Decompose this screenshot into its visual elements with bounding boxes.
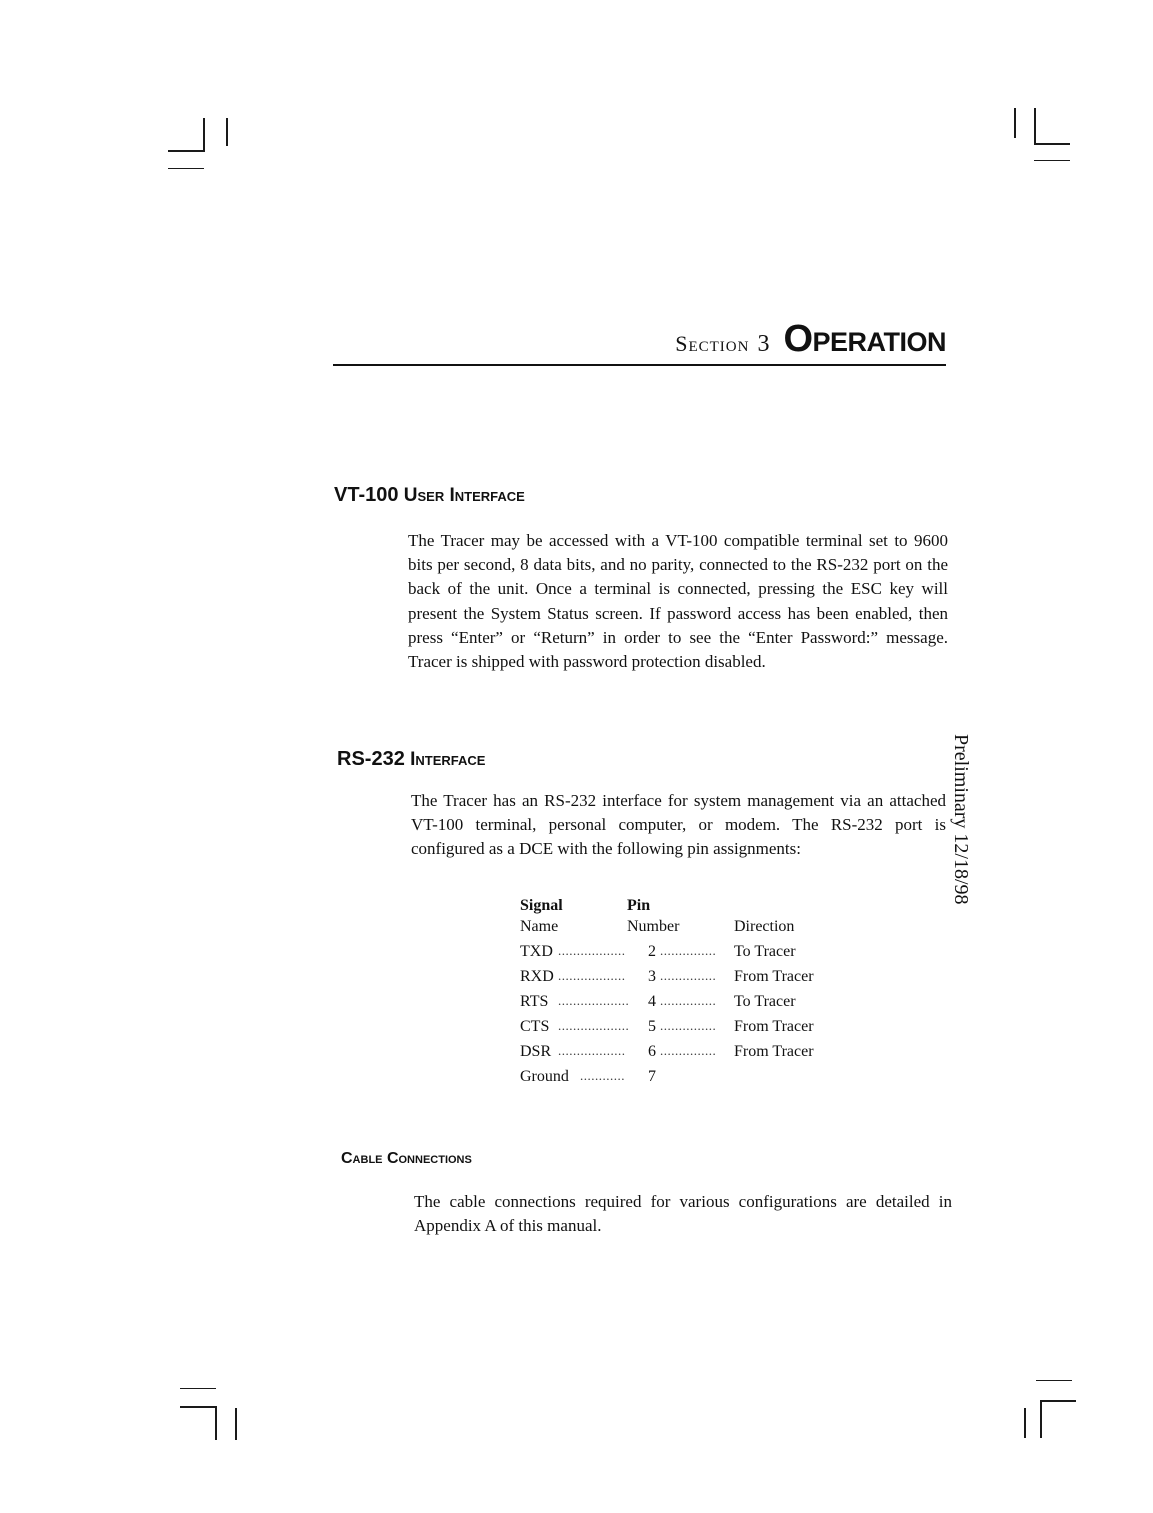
section-label: Section [675,331,750,356]
signal-direction: To Tracer [734,943,796,960]
signal-name: CTS [520,1018,550,1035]
rs232-heading-lead: RS-232 [337,748,405,770]
pin-number: 2 [648,943,656,960]
crop-mark-top-left [226,118,228,146]
crop-mark-top-right [1014,108,1016,138]
rs232-heading-rest: Interface [410,749,486,770]
table-row [520,943,840,968]
section-title: Operation [783,318,946,360]
pin-number: 3 [648,968,656,985]
crop-mark-top-right [1034,108,1036,144]
signal-direction: From Tracer [734,968,814,985]
table-row [520,968,840,993]
crop-mark-bottom-left [215,1406,217,1440]
crop-mark-bottom-right [1036,1380,1072,1381]
crop-mark-bottom-left [180,1406,216,1408]
table-row [520,993,840,1018]
pin-table-header [520,897,840,943]
leader-dots: ............... [660,1043,717,1058]
leader-dots: ................... [558,993,630,1008]
signal-name: TXD [520,943,553,960]
vt100-heading-lead: VT-100 [334,484,399,506]
rs232-paragraph: The Tracer has an RS-232 interface for system management via an attached VT-100 terminal, personal computer, or modem. The RS-232 port is configured as a DCE with the following pin assignments: [411,791,946,859]
pin-header-line1: Pin [627,897,651,914]
crop-mark-top-left [168,168,204,169]
pin-number: 5 [648,1018,656,1035]
table-row [520,1043,840,1068]
crop-mark-bottom-right [1040,1400,1076,1402]
signal-header-line1: Signal [520,897,563,914]
pin-number: 7 [648,1068,656,1085]
table-row [520,1018,840,1043]
leader-dots: ................... [558,1018,630,1033]
crop-mark-top-left [168,150,204,152]
crop-mark-top-left [203,118,205,152]
crop-mark-top-right [1034,160,1070,161]
signal-direction: To Tracer [734,993,796,1010]
signal-direction: From Tracer [734,1018,814,1035]
signal-name: Ground [520,1068,569,1085]
signal-name: RXD [520,968,554,985]
leader-dots: ............... [660,968,717,983]
leader-dots: .................. [558,1043,626,1058]
leader-dots: ............... [660,1018,717,1033]
signal-name: RTS [520,993,549,1010]
pin-header-line2: Number [627,918,680,935]
crop-mark-bottom-left [180,1388,216,1389]
signal-header-line2: Name [520,918,559,935]
header-rule [333,364,946,366]
vt100-heading [334,484,525,507]
leader-dots: ............... [660,993,717,1008]
pin-number: 6 [648,1043,656,1060]
vt100-paragraph: The Tracer may be accessed with a VT-100 compatible terminal set to 9600 bits per second, 8 data bits, and no parity, connected to the RS-232 port on the back of the unit. Once a terminal is connected, pressing the ESC key will present the System Status screen. If password access has been enabled, then press “Enter” or “Return” in order to see the “Enter Password:” message. Tracer is shipped with password protection disabled. [408,531,948,672]
crop-mark-bottom-right [1024,1408,1026,1438]
section-number: 3 [757,331,770,357]
table-row [520,1068,840,1093]
leader-dots: .................. [558,968,626,983]
crop-mark-top-right [1034,143,1070,145]
leader-dots: ............... [660,943,717,958]
pin-assignment-table [520,897,840,1093]
section-header [333,318,946,368]
crop-mark-bottom-left [235,1408,237,1440]
rs232-heading [337,748,485,771]
cable-paragraph: The cable connections required for various configurations are detailed in Appendix A of this manual. [414,1192,952,1236]
leader-dots: ............ [580,1068,625,1083]
direction-header: Direction [734,918,795,935]
pin-number: 4 [648,993,656,1010]
leader-dots: .................. [558,943,626,958]
signal-direction: From Tracer [734,1043,814,1060]
vt100-heading-rest: User Interface [403,485,525,506]
cable-heading: Cable Connections [341,1150,472,1167]
preliminary-side-note: Preliminary 12/18/98 [950,734,972,905]
signal-name: DSR [520,1043,552,1060]
crop-mark-bottom-right [1040,1400,1042,1438]
